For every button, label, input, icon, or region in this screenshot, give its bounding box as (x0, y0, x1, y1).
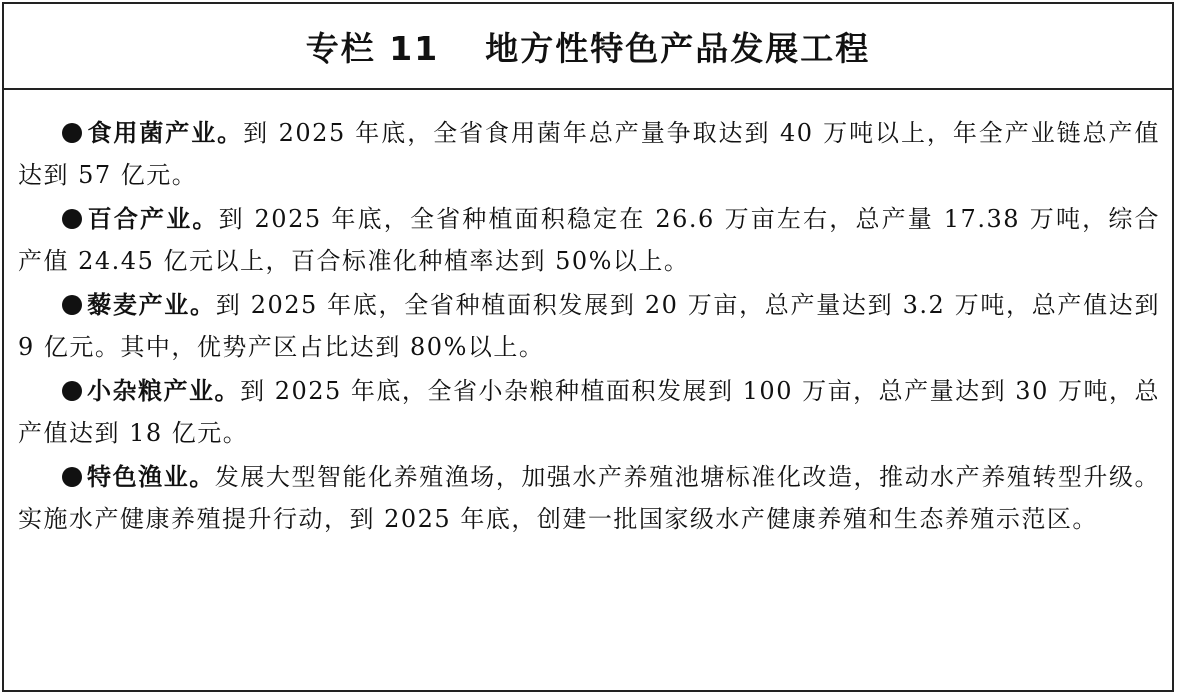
item-text: 到 2025 年底，全省食用菌年总产量争取达到 40 万吨以上，年全产业链总产值达到 57 亿元。 (18, 119, 1160, 189)
item-fishery (18, 456, 1160, 540)
bullet-icon (62, 381, 82, 401)
column-header (4, 4, 1172, 90)
column-content (4, 90, 1172, 540)
item-edible-fungi (18, 112, 1160, 196)
item-heading: 藜麦产业。 (87, 291, 216, 319)
item-text: 到 2025 年底，全省小杂粮种植面积发展到 100 万亩，总产量达到 30 万吨，总产值达到 18 亿元。 (18, 377, 1161, 447)
item-text: 到 2025 年底，全省种植面积稳定在 26.6 万亩左右，总产量 17.38 万吨，综合产值 24.45 亿元以上，百合标准化种植率达到 50%以上。 (18, 205, 1161, 275)
column-number: 专栏 11 (305, 28, 440, 68)
item-quinoa (18, 284, 1160, 368)
item-heading: 小杂粮产业。 (87, 377, 241, 405)
item-lily (18, 198, 1160, 282)
bullet-icon (62, 467, 82, 487)
item-text: 到 2025 年底，全省种植面积发展到 20 万亩，总产量达到 3.2 万吨，总产值达到 9 亿元。其中，优势产区占比达到 80%以上。 (18, 291, 1161, 361)
item-heading: 百合产业。 (87, 205, 219, 233)
item-minor-grains (18, 370, 1160, 454)
item-heading: 食用菌产业。 (87, 119, 244, 147)
column-title (306, 23, 870, 70)
bullet-icon (62, 295, 82, 315)
bullet-icon (62, 209, 82, 229)
item-heading: 特色渔业。 (87, 463, 215, 491)
column-heading: 地方性特色产品发展工程 (485, 28, 871, 68)
item-text: 发展大型智能化养殖渔场，加强水产养殖池塘标准化改造，推动水产养殖转型升级。实施水产健康养殖提升行动，到 2025 年底，创建一批国家级水产健康养殖和生态养殖示范区。 (18, 463, 1161, 533)
column-box (2, 2, 1174, 692)
bullet-icon (62, 123, 82, 143)
